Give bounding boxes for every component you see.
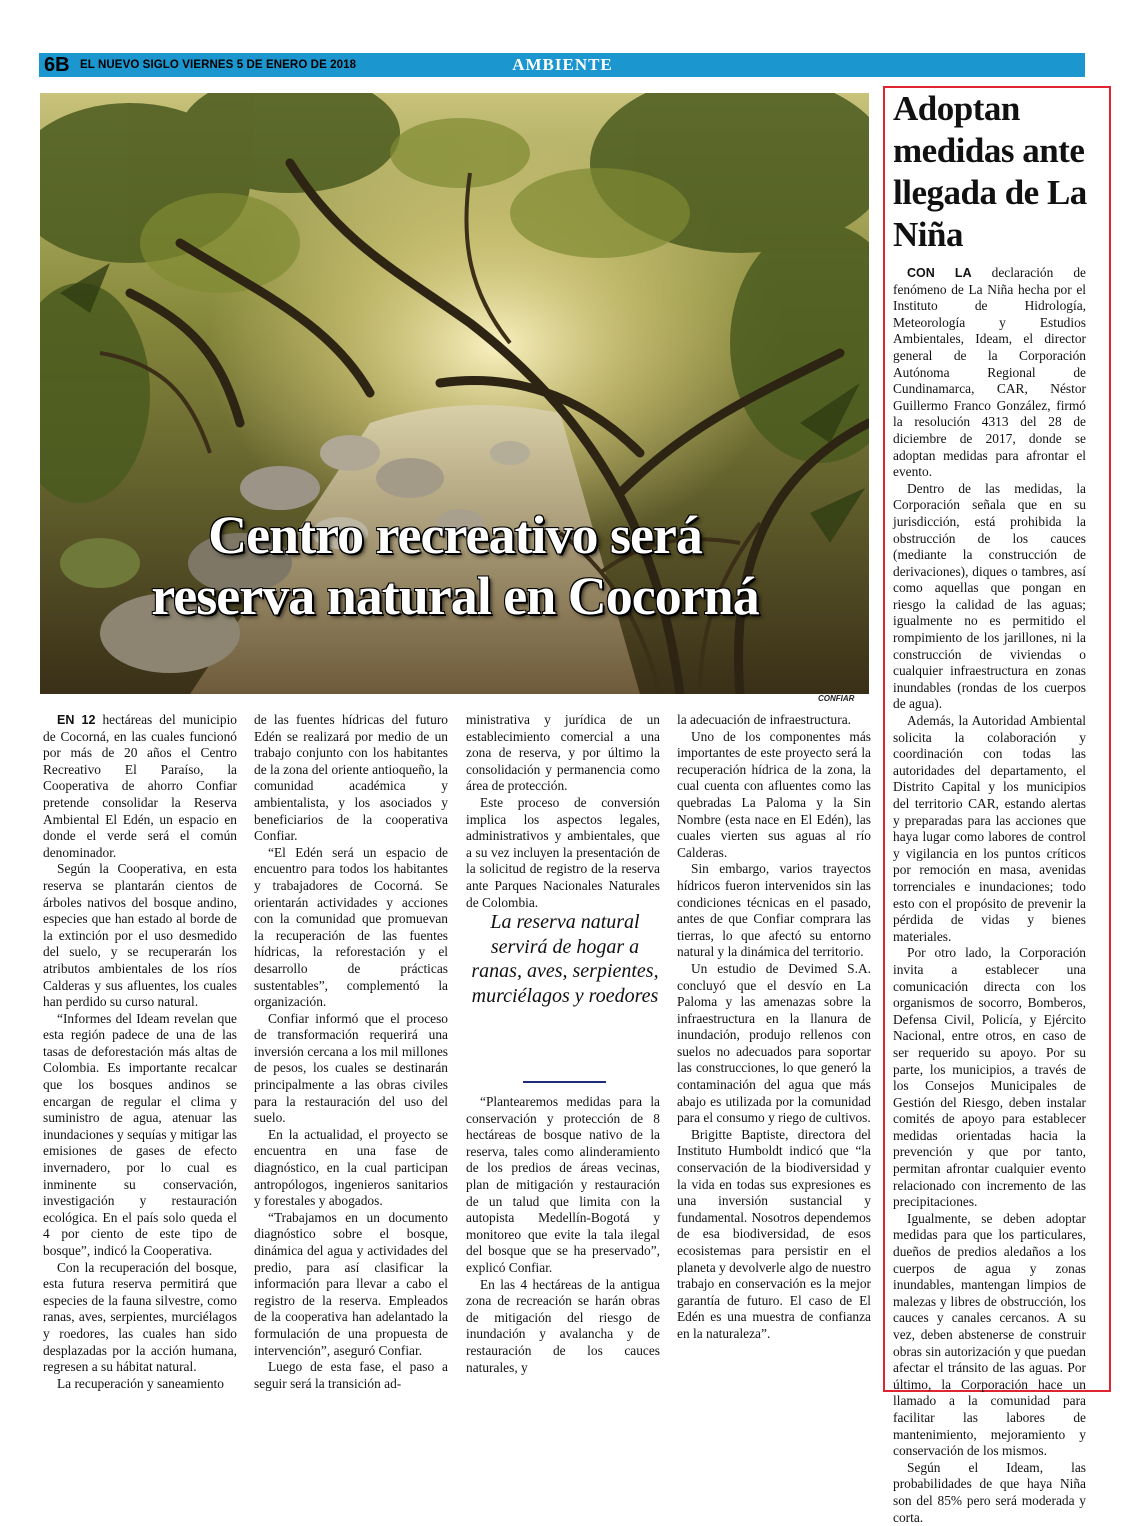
col4-paragraph: Uno de los componentes más importantes de este proyecto será la recuperación hídrica de la zona, la cual cuenta con afluentes como las quebradas La Paloma y la Sin Nombre (esta nace en El Edén), las cuales vierten sus aguas al río Calderas. — [677, 728, 871, 860]
article-column-3-bottom — [466, 1094, 660, 1376]
col1-paragraph: Según la Cooperativa, en esta reserva se plantarán cientos de árboles nativos del bosque andino, especies que han estado al borde de la extinción por el uso desmedido del suelo, y se recuperarán los atributos ambientales de los ríos Calderas y sus afluentes, los cuales han perdido su curso natural. — [43, 861, 237, 1010]
page-number: 6B — [44, 54, 70, 76]
col2-paragraph: Luego de esta fase, el paso a seguir será la transición ad- — [254, 1359, 448, 1391]
sidebar-body — [893, 265, 1086, 1526]
headline-line-2: reserva natural en Cocorná — [151, 566, 759, 626]
col1-paragraph: Con la recuperación del bosque, esta futura reserva permitirá que especies de la fauna silvestre, como ranas, aves, serpientes, murciélagos y roedores, las cuales han sido desplazadas por la acción humana, regresen a su hábitat natural. — [43, 1259, 237, 1375]
sidebar-headline: Adoptan medidas ante llegada de La Niña — [893, 89, 1087, 254]
article-column-3-top — [466, 712, 660, 911]
col4-paragraph: Sin embargo, varios trayectos hídricos fueron intervenidos sin las condiciones técnicas en el pasado, antes de que Confiar comprara las tierras, lo que afectó su entorno natural y la dinámica del territorio. — [677, 861, 871, 960]
col2-paragraph: En la actualidad, el proyecto se encuentra en una fase de diagnóstico, en la cual participan antropólogos, ingenieros sanitarios y forestales y abogados. — [254, 1126, 448, 1209]
headline-line-1: Centro recreativo será — [208, 505, 702, 565]
col2-paragraph: de las fuentes hídricas del futuro Edén se realizará por medio de un trabajo conjunto con los habitantes de la zona del oriente antioqueño, la comunidad académica y ambientalista, y los asociados y beneficiarios de la cooperativa Confiar. — [254, 712, 448, 844]
col1-lead-in: EN 12 — [57, 713, 96, 727]
col4-paragraph: la adecuación de infraestructura. — [677, 712, 851, 727]
sidebar-lead-in: CON LA — [907, 266, 972, 280]
sidebar-paragraph: Igualmente, se deben adoptar medidas para que los particulares, dueños de predios aledaños a los cuerpos de agua y zonas inundables, mantengan limpios de malezas y libres de obstrucción, los cauces y canales cercanos. A su vez, deben abstenerse de construir obras sin autorización y que puedan afectar el tránsito de las aguas. Por último, la Corporación hace un llamado a la comunidad para facilitar las labores de mantenimiento, mejoramiento y conservación de los mismos. — [893, 1210, 1086, 1459]
col1-paragraph: “Informes del Ideam revelan que esta región padece de una de las tasas de deforestación más altas de Colombia. Es importante recalcar que los bosques andinos se encargan de regular el clima y suministro de agua, atenuar las inundaciones y sequías y mitigar las emisiones de gases de efecto invernadero, por lo cual es inminente su conservación, investigación y restauración ecológica. En el país solo queda el 4 por ciento de este tipo de bosque”, indicó la Cooperativa. — [43, 1010, 237, 1258]
col3-paragraph: Este proceso de conversión implica los aspectos legales, administrativos y ambientales, que a su vez incluyen la presentación de la solicitud de registro de la reserva ante Parques Nacionales Naturales de Colombia. — [466, 794, 660, 910]
pull-quote-rule — [523, 1081, 606, 1083]
col4-paragraph: Un estudio de Devimed S.A. concluyó que el desvío en La Paloma y las amenazas sobre la infraestructura en la llanura de inundación, produjo rellenos con suelos no adecuados para soportar las construcciones, lo que generó la contaminación del agua que más abajo es utilizada por la comunidad para el consumo y riego de cultivos. — [677, 960, 871, 1126]
main-headline — [95, 505, 815, 627]
sidebar-paragraph: CON LA declaración de fenómeno de La Niña hecha por el Instituto de Hidrología, Meteorología y Estudios Ambientales, Ideam, el director general de la Corporación Autónoma Regional de Cundinamarca, CAR, Néstor Guillermo Franco González, firmó la resolución 4313 del 28 de diciembre de 2017, donde se adoptan medidas para afrontar el evento. — [893, 265, 1086, 480]
sidebar-paragraph: Dentro de las medidas, la Corporación señala que en su jurisdicción, está prohibida la obstrucción de los cauces (mediante la construcción de derivaciones), diques o tambres, así como aquellas que pongan en riesgo la calidad de las aguas; igualmente no es permitido el rompimiento de los jarillones, ni la construcción de viviendas o cualquier infraestructura en zonas inundables (rondas de los cuerpos de agua). — [893, 480, 1086, 712]
col2-paragraph: “Trabajamos en un documento diagnóstico sobre el bosque, dinámica del agua y actividades del predio, para así clasificar la información para llevar a cabo el registro de la reserva. Empleados de la cooperativa han adelantado la formulación de una propuesta de intervención”, aseguró Confiar. — [254, 1209, 448, 1358]
col3-paragraph: En las 4 hectáreas de la antigua zona de recreación se harán obras de mitigación del riesgo de inundación y avalancha y de restauración de los cauces naturales, y — [466, 1276, 660, 1375]
col4-paragraph: Brigitte Baptiste, directora del Instituto Humboldt indicó que “la conservación de la biodiversidad y la vida en todas sus expresiones es una inversión sustancial y fundamental. Nosotros dependemos de esa biodiversidad, de esos ecosistemas para persistir en el planeta y devolverle algo de nuestro trabajo en conservación es la mejor garantía de futuro. El caso de El Edén es una muestra de confianza en la naturaleza”. — [677, 1126, 871, 1341]
col1-paragraph: EN 12 hectáreas del municipio de Cocorná, en las cuales funcionó por más de 20 años el Centro Recreativo El Paraíso, la Cooperativa de ahorro Confiar pretende consolidar la Reserva Ambiental El Edén, un espacio en donde el verde será el común denominador. — [43, 712, 237, 860]
col2-paragraph: Confiar informó que el proceso de transformación requerirá una inversión cercana a los mil millones de pesos, los cuales se destinarán principalmente a las obras civiles para la restauración del uso del suelo. — [254, 1010, 448, 1126]
col1-paragraph: La recuperación y saneamiento — [57, 1375, 224, 1391]
sidebar-paragraph: Además, la Autoridad Ambiental solicita la colaboración y coordinación con todas las autoridades del departamento, el Distrito Capital y los municipios del territorio CAR, estando alertas y preparadas para las acciones que haya lugar como labores de control y vigilancia en los puntos críticos por remoción en masa, avenidas torrenciales e inundaciones; todo esto con el propósito de prevenir la pérdida de vidas y bienes materiales. — [893, 713, 1086, 944]
photo-credit: CONFIAR — [818, 694, 855, 703]
article-column-4 — [677, 712, 871, 1343]
publication-dateline: EL NUEVO SIGLO VIERNES 5 DE ENERO DE 2018 — [80, 59, 357, 71]
article-column-2 — [254, 712, 448, 1392]
col3-paragraph: ministrativa y jurídica de un establecimiento comercial a una zona de reserva, y por último la consolidación y permanencia como área de protección. — [466, 712, 660, 794]
pull-quote: La reserva natural servirá de hogar a ranas, aves, serpientes, murciélagos y roedores — [471, 911, 659, 1007]
col3-paragraph: “Plantearemos medidas para la conservación y protección de 8 hectáreas de bosque nativo de la reserva, tales como alinderamiento de los predios de áreas vecinas, plan de mitigación y restauración de un talud que limita con la autopista Medellín-Bogotá y monitoreo que evite la tala ilegal del bosque que se ha preservado”, explicó Confiar. — [466, 1094, 660, 1275]
article-column-1 — [43, 712, 237, 1392]
section-name: AMBIENTE — [512, 55, 613, 74]
sidebar-paragraph: Según el Ideam, las probabilidades de que haya Niña son del 85% pero será moderada y corta. — [893, 1459, 1086, 1525]
sidebar-paragraph: Por otro lado, la Corporación invita a establecer una comunicación directa con los organismos de socorro, Bomberos, Defensa Civil, Policía, y Ejército Nacional, entre otros, en caso de ser requerido su apoyo. Por su parte, los municipios, a través de los Consejos Municipales de Gestión del Riesgo, deben instalar comités de apoyo para establecer medidas orientadas hacia la prevención y que por tanto, permitan afrontar cualquier evento relacionado con incremento de las precipitaciones. — [893, 945, 1086, 1210]
col2-paragraph: “El Edén será un espacio de encuentro para todos los habitantes y trabajadores de Cocorná. Se orientarán actividades y acciones con la comunidad que promuevan la recuperación de las fuentes hídricas, la reforestación y el desarrollo de prácticas sustentables”, complementó la organización. — [254, 844, 448, 1010]
